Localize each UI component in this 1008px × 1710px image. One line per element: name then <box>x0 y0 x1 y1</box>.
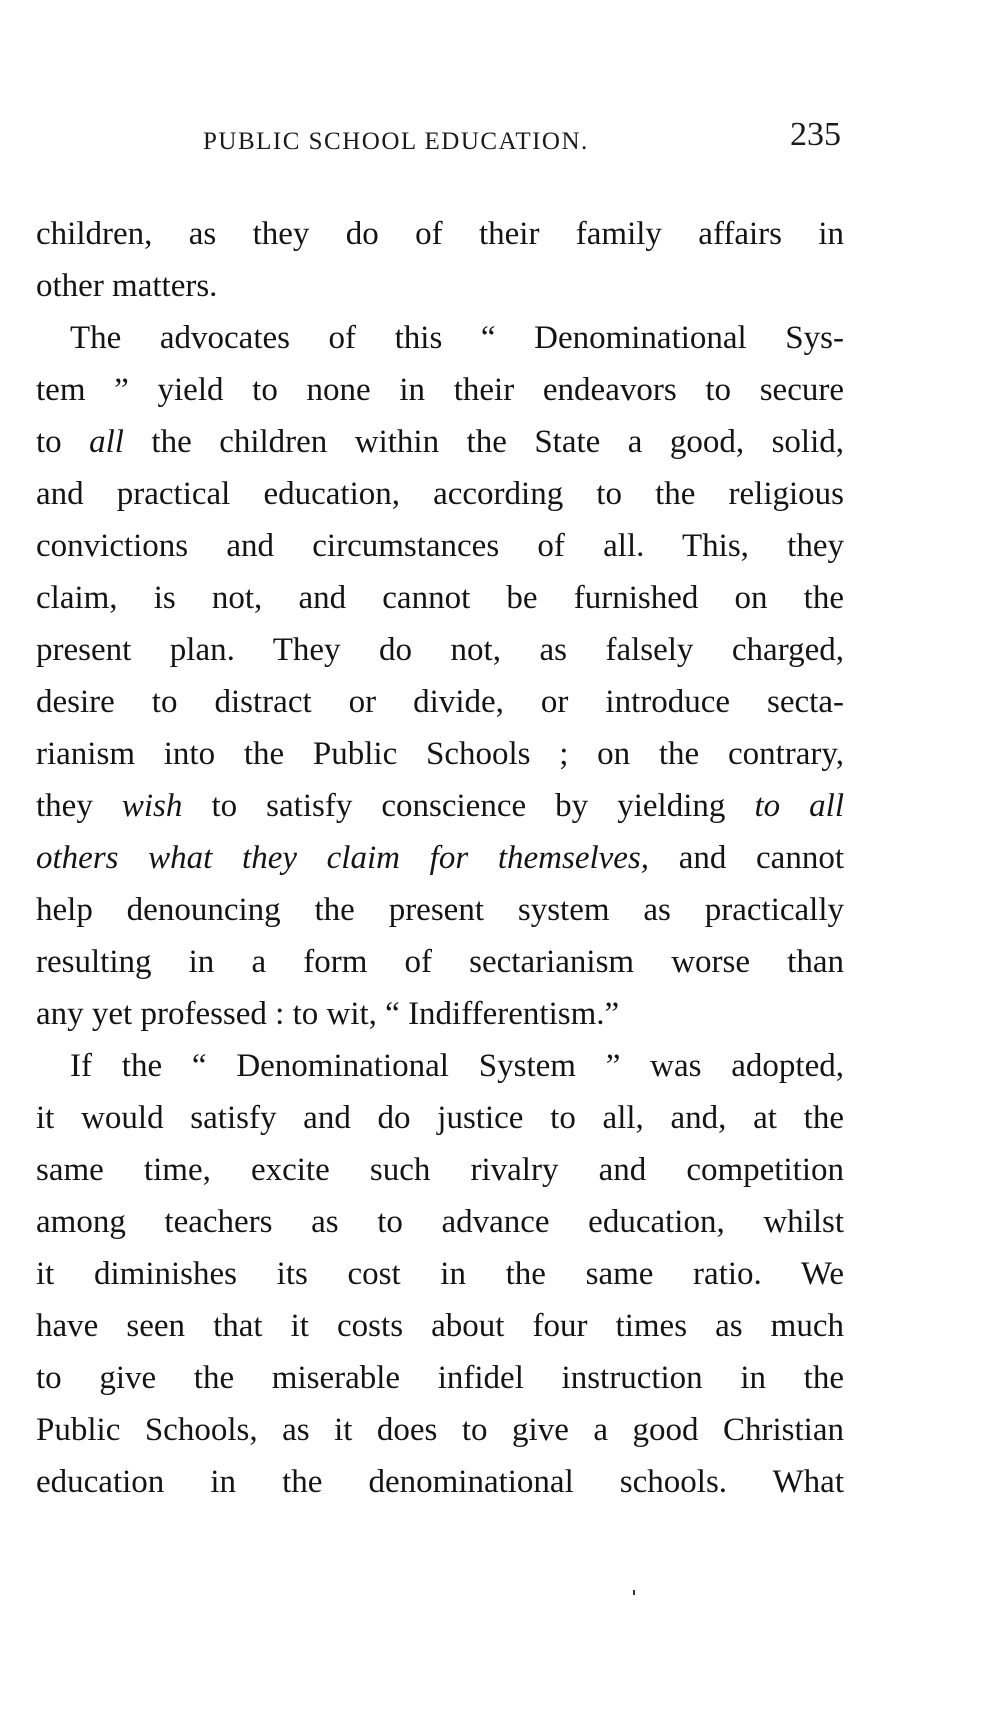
running-head: PUBLIC SCHOOL EDUCATION. <box>203 128 589 155</box>
text-line: children, as they do of their family affairs in <box>36 216 844 252</box>
italic-phrase: to all <box>754 788 844 824</box>
italic-word: wish <box>121 788 183 824</box>
text-line: rianism into the Public Schools ; on the contrary, <box>36 736 844 772</box>
text-line: among teachers as to advance education, whilst <box>36 1204 844 1240</box>
text-line: to all the children within the State a good, solid, <box>36 424 844 460</box>
text-line: desire to distract or divide, or introduce secta- <box>36 684 844 720</box>
text-line: to give the miserable infidel instruction in the <box>36 1360 844 1396</box>
text-line: The advocates of this “ Denominational Sys- <box>70 320 844 356</box>
italic-word: all <box>89 424 124 460</box>
text-line: other matters. <box>36 268 218 304</box>
text-line: and practical education, according to the religious <box>36 476 844 512</box>
text-line: present plan. They do not, as falsely charged, <box>36 632 844 668</box>
text-line: it would satisfy and do justice to all, and, at the <box>36 1100 844 1136</box>
text-line: education in the denominational schools. What <box>36 1464 844 1500</box>
text-line: it diminishes its cost in the same ratio. We <box>36 1256 844 1292</box>
text-line: If the “ Denominational System ” was adopted, <box>70 1048 844 1084</box>
print-speck <box>633 1590 635 1595</box>
text-line: tem ” yield to none in their endeavors to secure <box>36 372 844 408</box>
text-line: claim, is not, and cannot be furnished on the <box>36 580 844 616</box>
text-line: help denouncing the present system as practically <box>36 892 844 928</box>
text-line: any yet professed : to wit, “ Indifferentism.” <box>36 996 620 1032</box>
text-line: have seen that it costs about four times as much <box>36 1308 844 1344</box>
text-line: same time, excite such rivalry and competition <box>36 1152 844 1188</box>
body-text <box>36 208 844 1508</box>
italic-phrase: others what they claim for themselves, <box>36 840 650 876</box>
text-line: resulting in a form of sectarianism worse than <box>36 944 844 980</box>
text-line: Public Schools, as it does to give a good Christian <box>36 1412 844 1448</box>
text-line: convictions and circumstances of all. This, they <box>36 528 844 564</box>
page-number: 235 <box>790 116 841 153</box>
text-line: they wish to satisfy conscience by yielding to all <box>36 788 844 824</box>
text-line: others what they claim for themselves, and cannot <box>36 840 844 876</box>
